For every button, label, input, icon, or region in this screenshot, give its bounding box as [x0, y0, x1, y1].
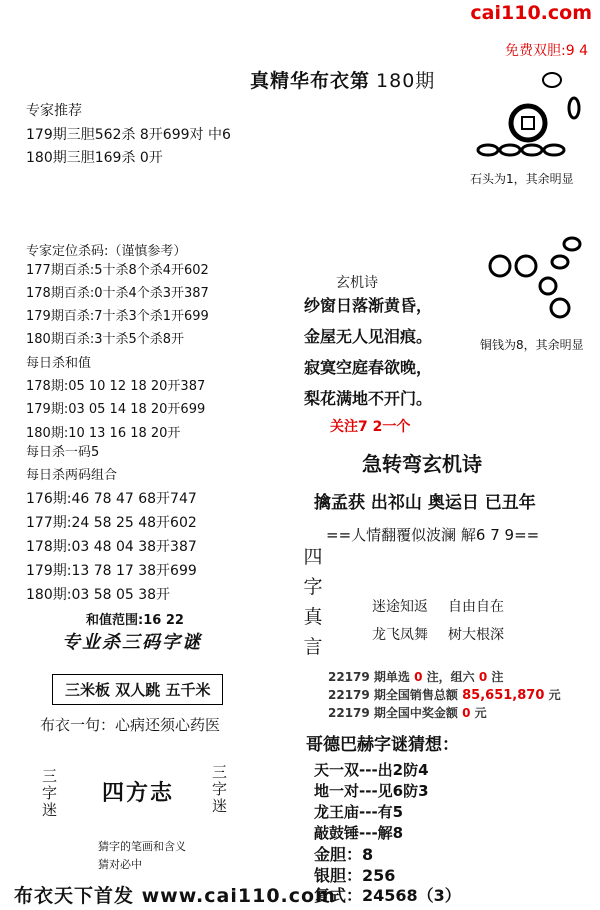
stone-shape — [500, 145, 520, 155]
riddle-saying: 布衣一句：心病还须心药医 — [40, 716, 221, 734]
riddle-left-tag: 三字迷 — [42, 767, 58, 819]
site-logo: cai110.com — [470, 2, 592, 24]
lottery-text: 22179 期全国中奖金额 — [328, 706, 458, 720]
expert-line: 180期三胆169杀 0开 — [26, 150, 163, 166]
stone-shape — [543, 73, 561, 87]
kill-line: 179期百杀:7十杀3个杀1开699 — [26, 309, 209, 324]
expert-heading: 专家推荐 — [26, 103, 82, 119]
lottery-value: 85,651,870 — [462, 688, 545, 703]
title-text: 真精华布衣第 — [250, 70, 371, 92]
lottery-value: 0 — [462, 706, 471, 720]
kill-line: 180期百杀:3十杀5个杀8开 — [26, 332, 185, 347]
stone-shape — [544, 145, 564, 155]
goethe-line: 复式：24568（3） — [314, 886, 461, 905]
turn-title: 急转弯玄机诗 — [362, 452, 482, 476]
poem-focus: 关注7 2一个 — [330, 419, 411, 435]
stone-shape — [522, 145, 542, 155]
lottery-line — [328, 704, 487, 722]
coin-note: 铜钱为8，其余明显 — [480, 338, 584, 352]
coin-picture — [480, 236, 590, 336]
turn-line: 擒孟获 出祁山 奥运日 已丑年 — [314, 493, 536, 513]
sum-line: 178期:05 10 12 18 20开387 — [26, 379, 206, 394]
riddle-title: 专业杀三码字谜 — [62, 632, 202, 653]
coin-shape — [552, 256, 568, 268]
riddle-note: 猜字的笔画和含义 — [98, 840, 186, 853]
goethe-line: 敲鼓锤---解8 — [314, 824, 404, 842]
goethe-line: 龙王庙---有5 — [314, 803, 404, 821]
goethe-line: 银胆：256 — [314, 866, 396, 885]
poem-line: 寂寞空庭春欲晚， — [304, 358, 433, 377]
stone-note: 石头为1，其余明显 — [470, 172, 574, 186]
four-char-item: 自由自在 — [448, 599, 504, 615]
lottery-line — [328, 668, 503, 686]
stone-shape — [569, 98, 579, 118]
page-title — [250, 66, 435, 93]
sum-heading: 每日杀和值 — [26, 356, 92, 371]
coin-shape — [516, 256, 536, 276]
two-line: 178期:03 48 04 38开387 — [26, 539, 197, 555]
lottery-value: 0 — [414, 670, 423, 684]
two-line: 176期:46 78 47 68开747 — [26, 491, 197, 507]
lottery-text: 22179 期全国销售总额 — [328, 688, 458, 702]
footer-text: 布衣天下首发 www.cai110.com — [14, 885, 336, 907]
two-line: 177期:24 58 25 48开602 — [26, 515, 197, 531]
four-char-label: 四字真言 — [303, 546, 323, 658]
lottery-text: 22179 期单选 — [328, 670, 410, 684]
riddle-box: 三米板 双人跳 五千米 — [52, 674, 223, 705]
coin-shape — [490, 256, 510, 276]
two-heading: 每日杀两码组合 — [26, 468, 118, 483]
goethe-line: 天一双---出2防4 — [314, 761, 429, 779]
coin-shape — [540, 278, 556, 294]
riddle-right-tag: 三字迷 — [212, 763, 228, 815]
sum-range: 和值范围:16 22 — [86, 613, 184, 628]
kill-heading: 专家定位杀码:（谨慎参考） — [26, 244, 187, 259]
stone-picture — [470, 68, 590, 168]
four-char-item: 树大根深 — [448, 627, 504, 643]
goethe-line: 金胆：8 — [314, 845, 374, 864]
sum-line: 179期:03 05 14 18 20开699 — [26, 402, 206, 417]
riddle-note: 猜对必中 — [98, 858, 142, 871]
two-line: 180期:03 58 05 38开 — [26, 587, 171, 603]
lottery-line — [328, 686, 561, 705]
kill-line: 177期百杀:5十杀8个杀4开602 — [26, 263, 209, 278]
poem-line: 金屋无人见泪痕。 — [304, 327, 433, 346]
goethe-line: 地一对---见6防3 — [314, 782, 429, 800]
four-char-item: 龙飞凤舞 — [372, 627, 428, 643]
goethe-title: 哥德巴赫字谜猜想： — [306, 735, 459, 755]
stone-shape — [478, 145, 498, 155]
expert-line: 179期三胆562杀 8开699对 中6 — [26, 127, 231, 143]
riddle-answer: 四方志 — [102, 781, 175, 806]
coin-shape — [511, 106, 545, 140]
issue-number: 180期 — [376, 70, 436, 92]
poem-line: 纱窗日落渐黄昏， — [304, 296, 433, 315]
turn-human: ==人情翻覆似波澜 解6 7 9== — [326, 526, 540, 544]
lottery-text: 注 — [491, 670, 504, 684]
lottery-value: 0 — [478, 670, 488, 684]
lottery-text: 元 — [474, 706, 487, 720]
free-double-text: 免费双胆:9 4 — [505, 43, 588, 59]
coin-shape — [564, 238, 580, 250]
coin-shape — [551, 299, 569, 317]
poem-heading: 玄机诗 — [336, 275, 378, 291]
sum-line: 180期:10 13 16 18 20开 — [26, 426, 181, 441]
one-code: 每日杀一码5 — [26, 445, 100, 460]
four-char-item: 迷途知返 — [372, 599, 428, 615]
lottery-text: 注，组六 — [426, 670, 475, 684]
poem-line: 梨花满地不开门。 — [304, 389, 433, 408]
kill-line: 178期百杀:0十杀4个杀3开387 — [26, 286, 209, 301]
lottery-text: 元 — [548, 688, 561, 702]
coin-hole — [522, 117, 534, 129]
two-line: 179期:13 78 17 38开699 — [26, 563, 197, 579]
